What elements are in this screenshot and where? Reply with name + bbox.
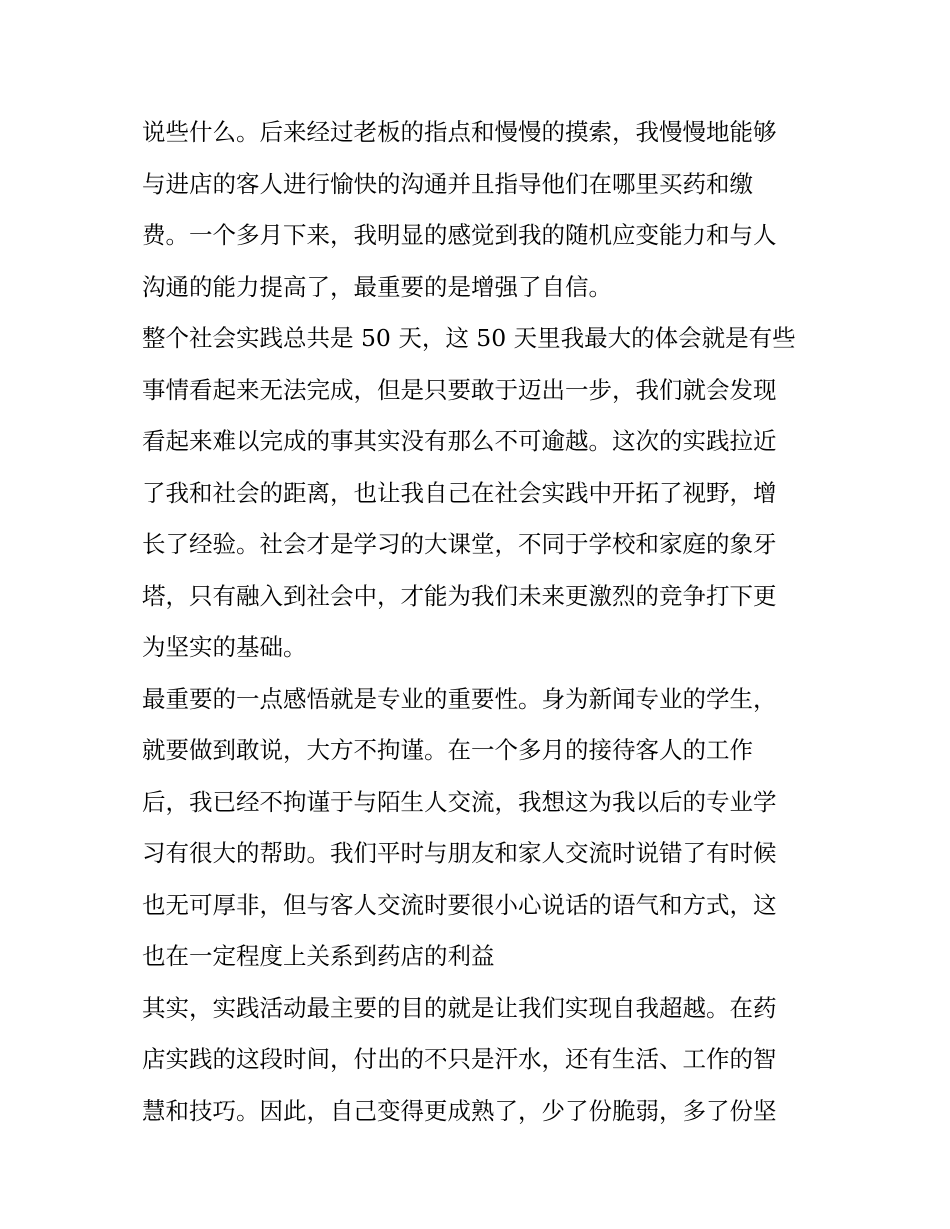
text-line: 沟通的能力提高了，最重要的是增强了自信。 [142, 272, 612, 301]
text-line: 与进店的客人进行愉快的沟通并且指导他们在哪里买药和缴 [142, 169, 753, 198]
text-line: 费。一个多月下来，我明显的感觉到我的随机应变能力和与人 [142, 221, 777, 249]
text-line: 长了经验。社会才是学习的大课堂，不同于学校和家庭的象牙 [142, 530, 777, 558]
text-line: 最重要的一点感悟就是专业的重要性。身为新闻专业的学生， [142, 684, 777, 713]
text-line: 后，我已经不拘谨于与陌生人交流，我想这为我以后的专业学 [142, 787, 777, 816]
text-line: 也无可厚非，但与客人交流时要很小心说话的语气和方式，这 [142, 890, 777, 919]
text-line: 了我和社会的距离，也让我自己在社会实践中开拓了视野，增 [142, 478, 777, 507]
text-line: 慧和技巧。因此，自己变得更成熟了，少了份脆弱，多了份坚 [142, 1096, 777, 1125]
text-line: 也在一定程度上关系到药店的利益 [142, 942, 495, 970]
text-line: 看起来难以完成的事其实没有那么不可逾越。这次的实践拉近 [142, 427, 777, 455]
text-line: 习有很大的帮助。我们平时与朋友和家人交流时说错了有时候 [142, 839, 777, 867]
text-line: 事情看起来无法完成，但是只要敢于迈出一步，我们就会发现 [142, 375, 777, 404]
text-line: 整个社会实践总共是 50 天，这 50 天里我最大的体会就是有些 [142, 324, 796, 352]
text-line: 说些什么。后来经过老板的指点和慢慢的摸索，我慢慢地能够 [142, 118, 777, 146]
body-text [142, 107, 822, 1137]
text-line: 就要做到敢说，大方不拘谨。在一个多月的接待客人的工作 [142, 736, 753, 764]
text-line: 塔，只有融入到社会中，才能为我们未来更激烈的竞争打下更 [142, 581, 777, 610]
text-line: 其实，实践活动最主要的目的就是让我们实现自我超越。在药 [142, 993, 777, 1022]
text-line: 店实践的这段时间，付出的不只是汗水，还有生活、工作的智 [142, 1045, 777, 1073]
text-line: 为坚实的基础。 [142, 633, 307, 661]
